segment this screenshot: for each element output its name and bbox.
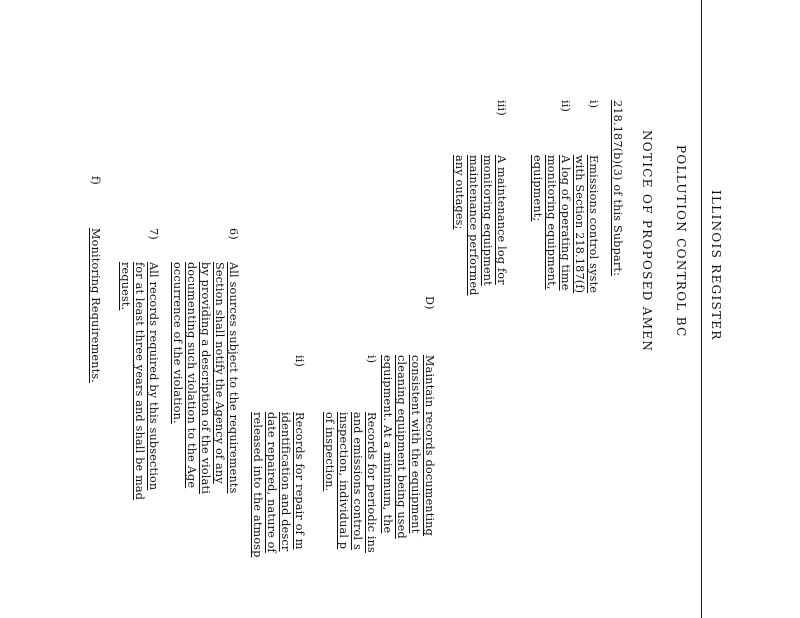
- item-D-line: cleaning equipment being used: [395, 355, 408, 539]
- item-D-ii-line: released into the atmosp: [251, 412, 264, 558]
- item-6-text: [170, 262, 240, 494]
- item-D-line: consistent with the equipment: [409, 355, 422, 534]
- item-D-i-label: i): [365, 355, 378, 364]
- item-6-line: All sources subject to the requirements: [227, 262, 240, 494]
- item-D-ii-line: identification and descr: [279, 412, 292, 552]
- item-D-label: D): [423, 296, 436, 310]
- item-7-line: All records required by this subsection: [147, 262, 160, 491]
- item-D-i-line: inspection, individual p: [337, 412, 350, 550]
- item-iii-line: maintenance performed: [467, 155, 480, 296]
- item-ii-text: [530, 155, 572, 291]
- header-line-1: ILLINOIS REGISTER: [709, 190, 723, 341]
- item-D-ii-line: Records for repair of m: [293, 412, 306, 550]
- item-6-line: Section shall notify the Agency of any: [213, 262, 226, 484]
- item-D-text: [380, 355, 436, 539]
- item-f-text: Monitoring Requirements.: [89, 228, 102, 384]
- header-line-3: NOTICE OF PROPOSED AMEN: [640, 130, 654, 353]
- item-i-line: Emissions control syste: [587, 155, 600, 294]
- item-i-label: i): [587, 100, 600, 109]
- item-D-ii-label: ii): [293, 355, 306, 368]
- item-D-i-line: and emissions control s: [351, 412, 364, 550]
- header-line-2: POLLUTION CONTROL BC: [674, 145, 688, 338]
- item-7-label: 7): [147, 228, 160, 240]
- item-D-line: Maintain records documenting: [423, 355, 436, 537]
- item-iii-text: [452, 155, 508, 296]
- item-6-label: 6): [227, 228, 240, 240]
- item-7-text: [118, 262, 160, 500]
- item-6-line: occurrence of the violation.: [171, 262, 184, 424]
- item-6-line: by providing a description of the violati: [199, 262, 212, 494]
- item-7-line: for at least three years and shall be mad: [133, 262, 146, 501]
- item-ii-line: A log of operating time: [559, 155, 572, 291]
- item-D-i-line: of inspection.: [323, 412, 336, 492]
- header-rule: [701, 0, 702, 618]
- item-iii-line: monitoring equipment: [481, 155, 494, 286]
- item-7-line: request.: [119, 262, 132, 311]
- item-iii-line: A maintenance log for: [495, 155, 508, 285]
- item-D-line: equipment. At a minimum, the: [381, 355, 394, 534]
- item-iii-label: iii): [495, 100, 508, 116]
- item-D-ii-line: date repaired, nature of: [265, 412, 278, 553]
- intro-text: 218.187(b)(3) of this Subpart:: [611, 100, 624, 277]
- item-f-label: f): [89, 176, 102, 185]
- item-i-text: [572, 155, 600, 293]
- item-i-line: with Section 218.187(f): [573, 155, 586, 294]
- item-ii-label: ii): [559, 100, 572, 113]
- item-ii-line: equipment;: [531, 155, 544, 222]
- item-D-ii-text: [250, 412, 306, 558]
- item-D-i-line: Records for periodic ins: [365, 412, 378, 553]
- item-6-line: documenting such violation to the Age: [185, 262, 198, 489]
- item-D-i-text: [322, 412, 378, 553]
- item-ii-line: monitoring equipment,: [545, 155, 558, 290]
- item-iii-line: any outages;: [453, 155, 466, 230]
